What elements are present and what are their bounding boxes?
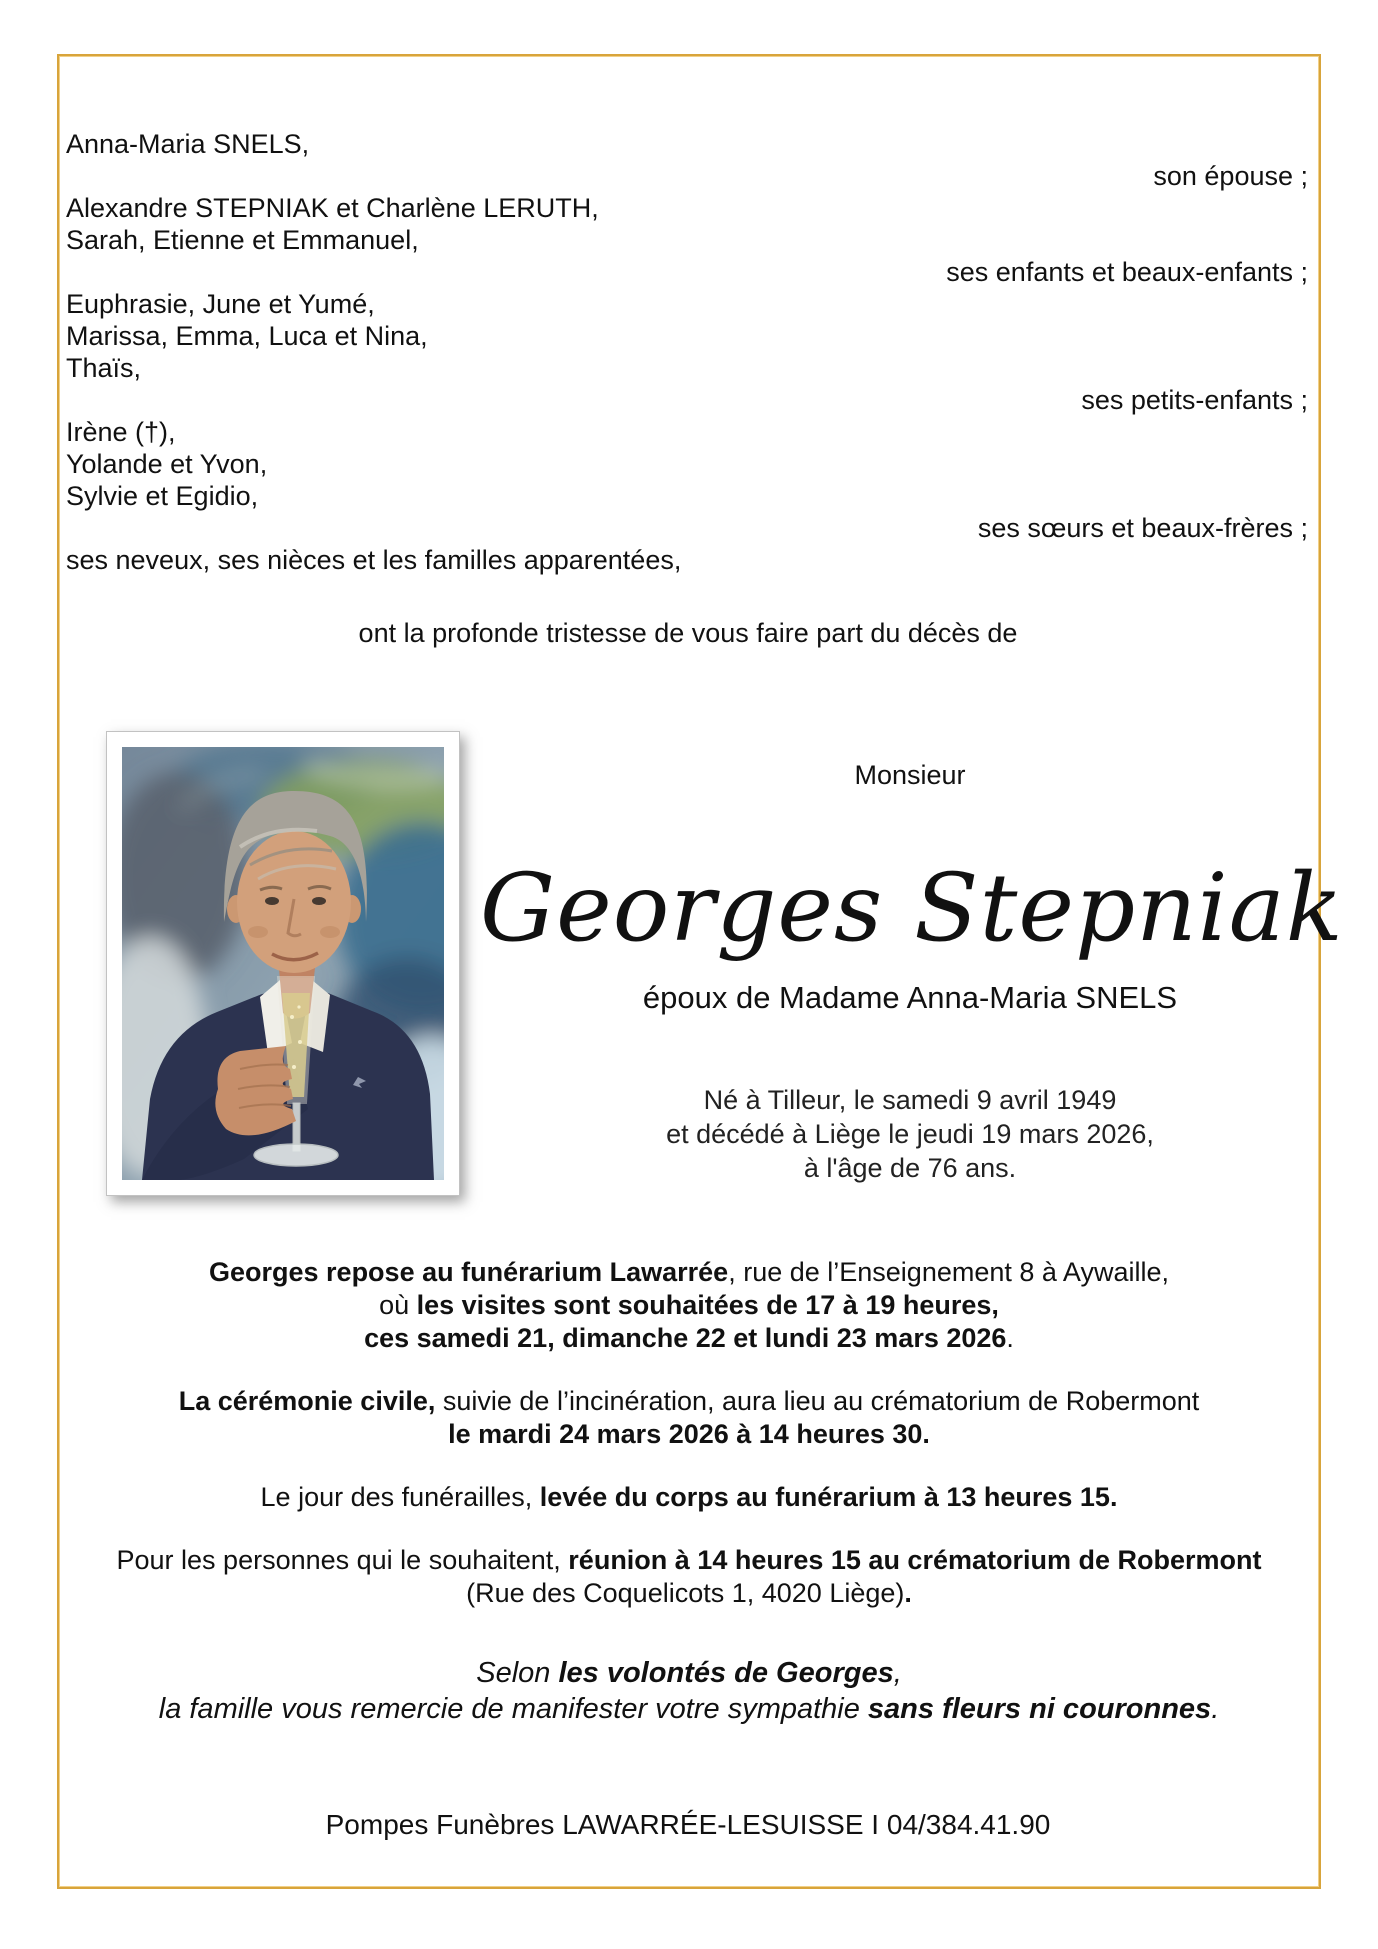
- deceased-block: [480, 758, 1344, 1185]
- family-line: Marissa, Emma, Luca et Nina,: [66, 321, 428, 351]
- age-line: à l'âge de 76 ans.: [803, 1153, 1017, 1183]
- family-wishes-block: [80, 1655, 1298, 1727]
- spouse-line: époux de Madame Anna-Maria SNELS: [642, 980, 1178, 1015]
- reunion-address-line: (Rue des Coquelicots 1, 4020 Liège).: [466, 1578, 912, 1608]
- visites-line: où les visites sont souhaitées de 17 à 19 heures,: [379, 1290, 999, 1320]
- family-announcement-block: [66, 128, 1308, 576]
- funeral-details-block: [80, 1256, 1298, 1610]
- levee-line: Le jour des funérailles, levée du corps au funérarium à 13 heures 15.: [260, 1482, 1118, 1512]
- family-line-nephews: ses neveux, ses nièces et les familles apparentées,: [66, 545, 682, 575]
- family-line: Alexandre STEPNIAK et Charlène LERUTH,: [66, 193, 599, 223]
- reunion-line: Pour les personnes qui le souhaitent, réunion à 14 heures 15 au crématorium de Robermont: [116, 1545, 1262, 1575]
- ceremony-date-line: le mardi 24 mars 2026 à 14 heures 30.: [448, 1419, 930, 1449]
- family-line: Sarah, Etienne et Emmanuel,: [66, 225, 419, 255]
- portrait-photo: [106, 731, 460, 1196]
- deceased-name: Georges Stepniak: [480, 854, 1344, 963]
- birth-death-block: [480, 1083, 1340, 1185]
- civility-title: Monsieur: [854, 760, 966, 790]
- ceremony-line: La cérémonie civile, suivie de l’incinération, aura lieu au crématorium de Robermont: [178, 1386, 1200, 1416]
- relation-line-children: ses enfants et beaux-enfants ;: [946, 257, 1308, 287]
- announcement-intro-line: ont la profonde tristesse de vous faire part du décès de: [358, 618, 1018, 648]
- portrait-photo-illustration: [122, 747, 444, 1180]
- birth-line: Né à Tilleur, le samedi 9 avril 1949: [703, 1085, 1117, 1115]
- family-line: Irène (†),: [66, 417, 176, 447]
- death-line: et décédé à Liège le jeudi 19 mars 2026,: [666, 1119, 1154, 1149]
- wishes-line-2: la famille vous remercie de manifester votre sympathie sans fleurs ni couronnes.: [158, 1693, 1220, 1725]
- family-line: Yolande et Yvon,: [66, 449, 268, 479]
- visit-dates-line: ces samedi 21, dimanche 22 et lundi 23 mars 2026.: [364, 1323, 1014, 1353]
- family-line-wife-name: Anna-Maria SNELS,: [66, 129, 310, 159]
- family-line: Euphrasie, June et Yumé,: [66, 289, 375, 319]
- family-line: Thaïs,: [66, 353, 142, 383]
- family-line: Sylvie et Egidio,: [66, 481, 259, 511]
- relation-line-spouse: son épouse ;: [1153, 161, 1308, 191]
- relation-line-sisters: ses sœurs et beaux-frères ;: [977, 513, 1308, 543]
- repose-line: Georges repose au funérarium Lawarrée, rue de l’Enseignement 8 à Aywaille,: [209, 1257, 1169, 1287]
- wishes-line-1: Selon les volontés de Georges,: [476, 1657, 902, 1689]
- funeral-home-footer: Pompes Funèbres LAWARRÉE-LESUISSE I 04/384.41.90: [325, 1809, 1051, 1840]
- relation-line-grandchildren: ses petits-enfants ;: [1081, 385, 1308, 415]
